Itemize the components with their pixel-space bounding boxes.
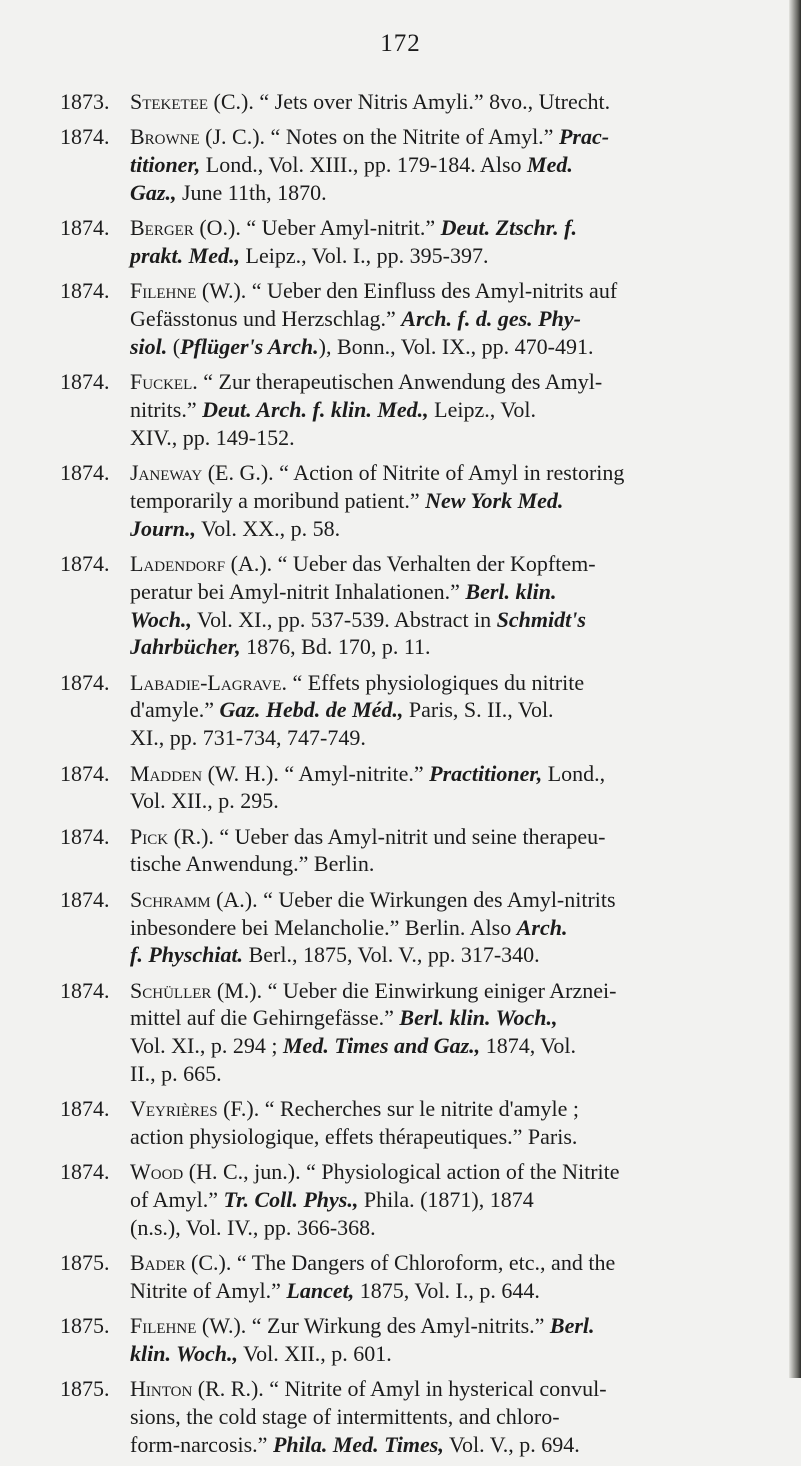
entry-line — [130, 1060, 750, 1088]
journal-title: Arch. — [516, 914, 568, 940]
entry-year: 1875. — [60, 1313, 110, 1339]
citation-text: II., p. 665. — [130, 1061, 222, 1086]
bibliography-entry — [60, 1375, 750, 1458]
citation-text: (F.). “ Recherches sur le nitrite d'amyle ; — [217, 1096, 579, 1122]
author-name: Veyrières — [130, 1096, 218, 1122]
bibliography-entry — [60, 823, 750, 879]
citation-text: Gefässtonus und Herzschlag.” — [130, 306, 402, 332]
entry-year: 1874. — [60, 124, 110, 150]
entry-line — [130, 305, 750, 333]
citation-text: (W. H.). “ Amyl-nitrite.” — [202, 760, 430, 786]
citation-text: inbesondere bei Melancholie.” Berlin. Also — [130, 914, 517, 940]
citation-text: (R.). “ Ueber das Amyl-nitrit und seine therapeu- — [168, 823, 606, 849]
citation-text: Leipz., Vol. I., pp. 395-397. — [240, 242, 489, 268]
citation-text: ), Bonn., Vol. IX., pp. 470-491. — [318, 333, 594, 359]
citation-text: (A.). “ Ueber die Wirkungen des Amyl-nitrits — [210, 886, 616, 912]
entry-line — [130, 1403, 750, 1431]
citation-text: Vol. V., p. 694. — [443, 1432, 580, 1458]
entry-line — [130, 123, 750, 151]
citation-text: (C.). “ Jets over Nitris Amyli.” 8vo., Utrecht. — [208, 89, 611, 114]
citation-text: Vol. XI., p. 294 ; — [130, 1033, 283, 1059]
journal-title: Med. — [527, 152, 573, 178]
citation-text: Vol. XII., p. 295. — [130, 788, 279, 814]
entry-line — [130, 850, 750, 878]
bibliography-entry — [60, 1158, 750, 1241]
journal-title: Jahrbücher, — [130, 634, 241, 660]
entry-line — [130, 550, 750, 578]
bibliography-entry — [60, 886, 750, 969]
citation-text: Vol. XII., p. 601. — [238, 1341, 392, 1367]
journal-title: klin. Woch., — [130, 1341, 238, 1367]
entry-line — [130, 886, 750, 914]
bibliography-entry — [60, 669, 750, 752]
journal-title: Prac- — [558, 124, 610, 150]
entry-line — [130, 1431, 750, 1459]
citation-text: Lond., — [542, 760, 606, 786]
journal-title: Berl. — [549, 1313, 595, 1339]
citation-text: . “ Zur therapeutischen Anwendung des Amyl- — [192, 369, 603, 395]
entry-year: 1874. — [60, 760, 110, 786]
citation-text: form-narcosis.” — [130, 1432, 273, 1458]
entry-line — [130, 368, 750, 396]
entry-line — [130, 487, 750, 515]
citation-text: ( — [167, 333, 181, 359]
bibliography-entry — [60, 1249, 750, 1305]
bibliography-entry — [60, 459, 750, 542]
author-name: Fuckel — [130, 369, 193, 395]
entry-line — [130, 724, 750, 752]
entry-line — [130, 1340, 750, 1368]
bibliography-entry — [60, 123, 750, 206]
citation-text: (H. C., jun.). “ Physiological action of the Nitrite — [183, 1159, 620, 1185]
entry-line — [130, 941, 750, 969]
author-name: Filehne — [130, 1313, 197, 1339]
citation-text: Leipz., Vol. — [428, 396, 536, 422]
entry-year: 1874. — [60, 1096, 110, 1122]
entry-line — [130, 1032, 750, 1060]
entry-line — [130, 914, 750, 942]
bibliography-entry — [60, 214, 750, 270]
journal-title: Berl. klin. — [465, 578, 557, 604]
entry-line — [130, 787, 750, 815]
citation-text: action physiologique, effets thérapeutiques.” Paris. — [130, 1124, 578, 1150]
citation-text: peratur bei Amyl-nitrit Inhalationen.” — [130, 578, 466, 604]
entry-line — [130, 424, 750, 452]
citation-text: sions, the cold stage of intermittents, and chloro- — [130, 1404, 560, 1430]
author-name: Schramm — [130, 886, 211, 912]
entry-year: 1874. — [60, 823, 110, 849]
entry-line — [130, 1158, 750, 1186]
citation-text: (W.). “ Zur Wirkung des Amyl-nitrits.” — [196, 1313, 550, 1339]
entry-line — [130, 1095, 750, 1123]
author-name: Bader — [130, 1250, 186, 1276]
author-name: Labadie-Lagrave — [130, 669, 282, 695]
entry-line — [130, 977, 750, 1005]
citation-text: Paris, S. II., Vol. — [403, 697, 554, 723]
journal-title: Arch. f. d. ges. Phy- — [401, 306, 581, 332]
journal-title: titioner, — [130, 152, 201, 178]
entry-year: 1874. — [60, 369, 110, 395]
journal-title: Lancet, — [286, 1278, 355, 1304]
citation-text: XIV., pp. 149-152. — [130, 424, 295, 450]
entry-line — [130, 1004, 750, 1032]
entry-year: 1874. — [60, 278, 110, 304]
entry-line — [130, 669, 750, 697]
citation-text: 1876, Bd. 170, p. 11. — [240, 634, 431, 660]
entry-year: 1874. — [60, 460, 110, 486]
author-name: Madden — [130, 760, 203, 786]
journal-title: Gaz. Hebd. de Méd., — [219, 697, 404, 723]
citation-text: June 11th, 1870. — [176, 179, 327, 205]
journal-title: Phila. Med. Times, — [272, 1432, 444, 1458]
citation-text: nitrits.” — [130, 396, 203, 422]
journal-title: Tr. Coll. Phys., — [223, 1187, 359, 1213]
entry-year: 1874. — [60, 1159, 110, 1185]
entry-line — [130, 396, 750, 424]
citation-text: Berl., 1875, Vol. V., pp. 317-340. — [243, 942, 540, 968]
citation-text: Lond., Vol. XIII., pp. 179-184. Also — [200, 152, 528, 178]
page-number: 172 — [380, 30, 421, 57]
citation-text: XI., pp. 731-734, 747-749. — [130, 725, 366, 751]
citation-text: of Amyl.” — [130, 1187, 224, 1213]
entry-line — [130, 1375, 750, 1403]
citation-text: Nitrite of Amyl.” — [130, 1278, 287, 1304]
author-name: Filehne — [130, 278, 197, 304]
entry-line — [130, 633, 750, 661]
journal-title: Berl. klin. Woch., — [399, 1005, 558, 1031]
entry-line — [130, 1312, 750, 1340]
bibliography-entry — [60, 88, 750, 116]
bibliography-entry — [60, 550, 750, 661]
entry-line — [130, 578, 750, 606]
citation-text: Vol. XI., pp. 537-539. Abstract in — [191, 606, 497, 632]
entry-line — [130, 242, 750, 270]
bibliography-entry — [60, 760, 750, 816]
journal-title: Gaz., — [130, 179, 177, 205]
citation-text: (O.). “ Ueber Amyl-nitrit.” — [193, 215, 441, 241]
entry-line — [130, 333, 750, 361]
journal-title: Deut. Ztschr. f. — [440, 215, 577, 241]
citation-text: mittel auf die Gehirngefässe.” — [130, 1005, 400, 1031]
citation-text: (M.). “ Ueber die Einwirkung einiger Arznei- — [211, 977, 617, 1003]
journal-title: Med. Times and Gaz., — [283, 1033, 481, 1059]
author-name: Browne — [130, 124, 200, 150]
journal-title: siol. — [130, 333, 168, 359]
entry-line — [130, 515, 750, 543]
citation-text: temporarily a moribund patient.” — [130, 487, 426, 513]
citation-text: (R. R.). “ Nitrite of Amyl in hysterical convul- — [192, 1376, 607, 1402]
citation-text: (E. G.). “ Action of Nitrite of Amyl in restoring — [202, 460, 625, 486]
entry-line — [130, 696, 750, 724]
entry-line — [130, 179, 750, 207]
bibliography-entry — [60, 1312, 750, 1368]
entry-line — [130, 1123, 750, 1151]
entry-line — [130, 151, 750, 179]
entry-line — [130, 823, 750, 851]
entry-line — [130, 1186, 750, 1214]
citation-text: (J. C.). “ Notes on the Nitrite of Amyl.” — [199, 124, 559, 150]
bibliography-entry — [60, 368, 750, 451]
author-name: Ladendorf — [130, 550, 226, 576]
author-name: Pick — [130, 823, 169, 849]
entry-year: 1874. — [60, 215, 110, 241]
author-name: Schüller — [130, 977, 212, 1003]
entry-line — [130, 459, 750, 487]
author-name: Hinton — [130, 1376, 193, 1402]
entry-line — [130, 214, 750, 242]
entry-line — [130, 1277, 750, 1305]
citation-text: 1874, Vol. — [480, 1033, 576, 1059]
journal-title: Woch., — [130, 606, 192, 632]
entry-year: 1874. — [60, 977, 110, 1003]
bibliography-list — [60, 88, 750, 1466]
citation-text: (n.s.), Vol. IV., pp. 366-368. — [130, 1214, 376, 1240]
author-name: Berger — [130, 215, 194, 241]
bibliography-entry — [60, 977, 750, 1088]
entry-year: 1874. — [60, 669, 110, 695]
journal-title: f. Physchiat. — [130, 942, 244, 968]
citation-text: Phila. (1871), 1874 — [358, 1187, 534, 1213]
scan-page-edge — [789, 0, 801, 1378]
citation-text: Vol. XX., p. 58. — [196, 515, 341, 541]
entry-year: 1873. — [60, 89, 110, 114]
entry-year: 1875. — [60, 1250, 110, 1276]
entry-year: 1874. — [60, 886, 110, 912]
author-name: Janeway — [130, 460, 203, 486]
citation-text: (C.). “ The Dangers of Chloroform, etc., and the — [185, 1250, 616, 1276]
entry-line — [130, 606, 750, 634]
citation-text: d'amyle.” — [130, 697, 220, 723]
citation-text: (W.). “ Ueber den Einfluss des Amyl-nitrits auf — [196, 278, 618, 304]
entry-line — [130, 1249, 750, 1277]
author-name: Wood — [130, 1159, 184, 1185]
journal-title: Journ., — [130, 515, 197, 541]
journal-title: Deut. Arch. f. klin. Med., — [202, 396, 429, 422]
entry-year: 1875. — [60, 1376, 110, 1402]
journal-title: Practitioner, — [429, 760, 543, 786]
journal-title: New York Med. — [425, 487, 564, 513]
entry-line — [130, 1214, 750, 1242]
bibliography-entry — [60, 1095, 750, 1151]
entry-line — [130, 88, 750, 116]
entry-line — [130, 760, 750, 788]
entry-year: 1874. — [60, 550, 110, 576]
citation-text: 1875, Vol. I., p. 644. — [354, 1278, 540, 1304]
entry-line — [130, 277, 750, 305]
citation-text: tische Anwendung.” Berlin. — [130, 851, 375, 877]
journal-title: prakt. Med., — [130, 242, 240, 268]
journal-title: Pflüger's Arch. — [180, 333, 319, 359]
citation-text: (A.). “ Ueber das Verhalten der Kopftem- — [225, 550, 596, 576]
journal-title: Schmidt's — [496, 606, 586, 632]
author-name: Steketee — [130, 89, 209, 114]
bibliography-entry — [60, 277, 750, 360]
citation-text: . “ Effets physiologiques du nitrite — [281, 669, 585, 695]
